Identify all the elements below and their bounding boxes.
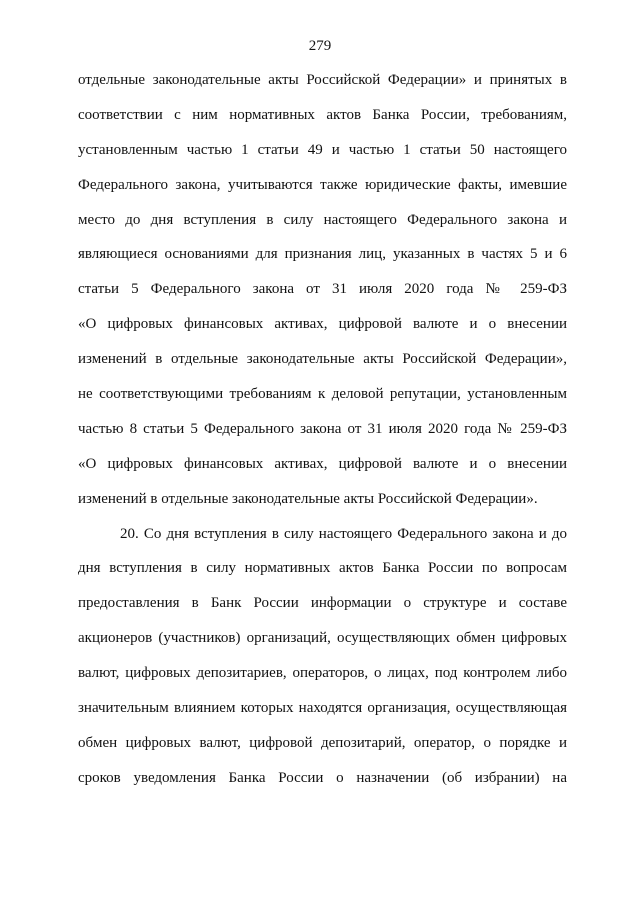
text-line: не соответствующими требованиям к деловой репутации, установленным [78, 386, 567, 403]
text-line: место до дня вступления в силу настоящего Федерального закона и [78, 211, 567, 228]
text-line: Федерального закона, учитываются также юридические факты, имевшие [78, 176, 567, 193]
text-line: изменений в отдельные законодательные акты Российской Федерации». [78, 490, 538, 507]
text-line: 20. Со дня вступления в силу настоящего Федерального закона и до [120, 525, 567, 542]
text-line: «О цифровых финансовых активах, цифровой валюте и о внесении [78, 455, 567, 472]
text-line: сроков уведомления Банка России о назначении (об избрании) на [78, 769, 567, 786]
text-line: значительным влиянием которых находятся организация, осуществляющая [78, 700, 567, 717]
text-line: валют, цифровых депозитариев, операторов, о лицах, под контролем либо [78, 665, 567, 682]
text-line: акционеров (участников) организаций, осуществляющих обмен цифровых [78, 630, 567, 647]
text-line: установленным частью 1 статьи 49 и частью 1 статьи 50 настоящего [78, 141, 567, 158]
text-line: являющиеся основаниями для признания лиц, указанных в частях 5 и 6 [78, 246, 567, 263]
text-line: предоставления в Банк России информации о структуре и составе [78, 595, 567, 612]
text-line: соответствии с ним нормативных актов Банка России, требованиям, [78, 106, 567, 123]
text-line: «О цифровых финансовых активах, цифровой валюте и о внесении [78, 316, 567, 333]
text-line: статьи 5 Федерального закона от 31 июля 2020 года № 259-ФЗ [78, 281, 567, 298]
text-line: обмен цифровых валют, цифровой депозитарий, оператор, о порядке и [78, 734, 567, 751]
text-line: отдельные законодательные акты Российской Федерации» и принятых в [78, 72, 567, 88]
text-line: частью 8 статьи 5 Федерального закона от 31 июля 2020 года № 259-ФЗ [78, 420, 567, 437]
text-line: изменений в отдельные законодательные акты Российской Федерации», [78, 351, 567, 368]
paragraph [78, 523, 567, 802]
text-line: дня вступления в силу нормативных актов Банка России по вопросам [78, 560, 567, 577]
document-body [78, 69, 567, 802]
paragraph [78, 69, 567, 523]
page-number: 279 [308, 38, 332, 54]
